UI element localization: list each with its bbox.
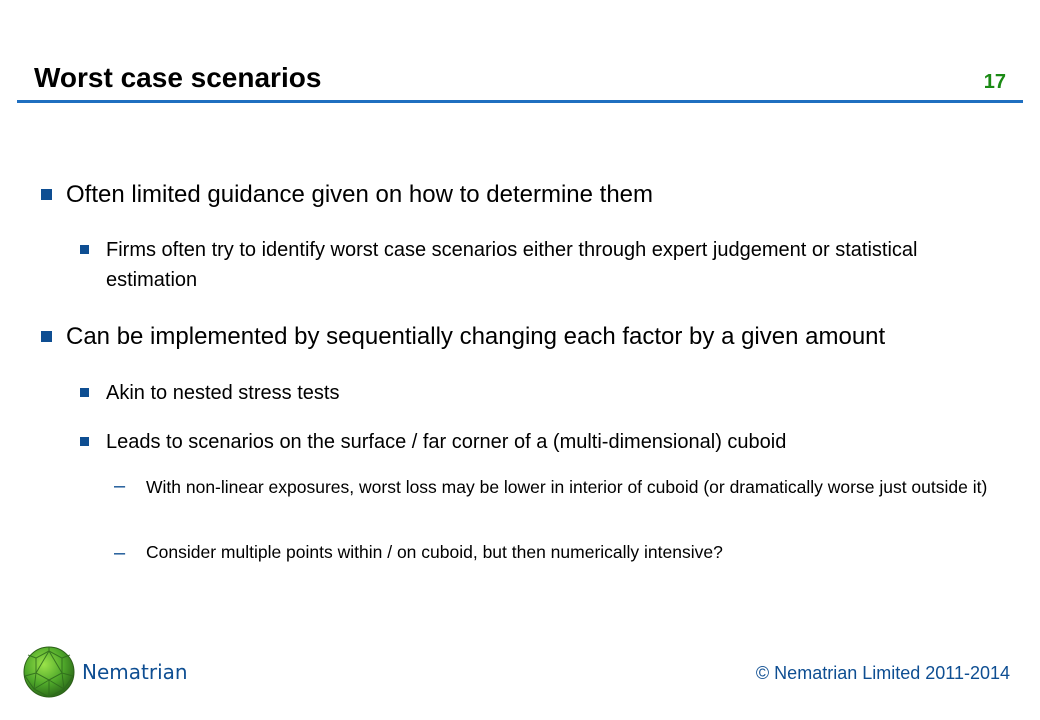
- bullet-level2: Akin to nested stress tests: [106, 382, 340, 404]
- bullet-square-icon: [80, 245, 89, 254]
- bullet-level1: Often limited guidance given on how to determine them: [66, 181, 654, 208]
- bullet-level3: With non-linear exposures, worst loss may be lower in interior of cuboid (or dramatically worse just outside it): [146, 477, 988, 497]
- title-divider: [17, 100, 1023, 103]
- bullet-level1: Can be implemented by sequentially changing each factor by a given amount: [66, 323, 886, 350]
- bullet-level2: Leads to scenarios on the surface / far corner of a (multi-dimensional) cuboid: [106, 431, 787, 453]
- bullet-square-icon: [41, 331, 52, 342]
- bullet-dash-icon: –: [114, 475, 126, 497]
- bullet-square-icon: [80, 388, 89, 397]
- brand-name: Nematrian: [82, 660, 188, 684]
- copyright-notice: © Nematrian Limited 2011-2014: [755, 663, 1010, 683]
- bullet-dash-icon: –: [114, 542, 126, 564]
- slide-title: Worst case scenarios: [34, 62, 322, 93]
- bullet-square-icon: [80, 437, 89, 446]
- bullet-level2: Firms often try to identify worst case scenarios either through expert judgement or statistical estimation: [106, 239, 918, 291]
- bullet-level3: Consider multiple points within / on cuboid, but then numerically intensive?: [146, 542, 723, 562]
- geodesic-sphere-icon: [22, 645, 76, 699]
- slide-number: 17: [983, 71, 1006, 93]
- bullet-square-icon: [41, 189, 52, 200]
